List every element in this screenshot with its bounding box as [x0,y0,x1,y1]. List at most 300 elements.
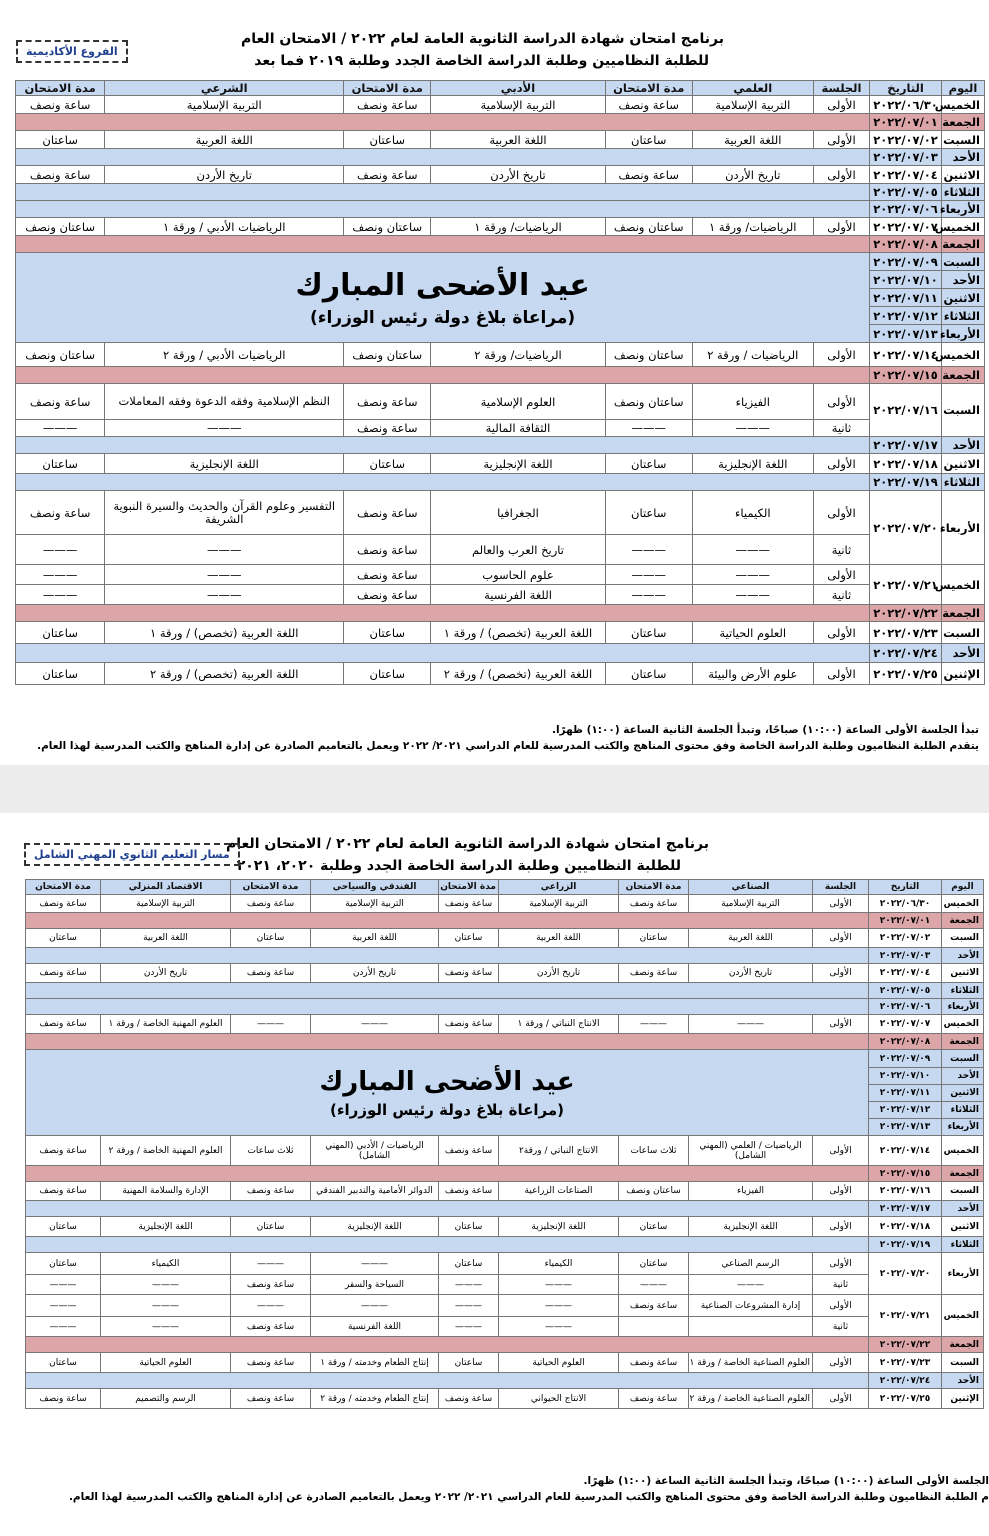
table-row [16,474,985,491]
header-duration: مدة الامتحان [16,81,105,96]
subject-cell: اللغة العربية [101,929,231,948]
table-row [26,1201,984,1217]
header-day: اليوم [941,81,984,96]
duration-cell: ساعة ونصف [231,1389,311,1409]
table-row [26,1034,984,1050]
empty-cell: ——— [105,565,344,585]
empty-cell: ——— [101,1275,231,1295]
duration-cell: ساعتان [619,1253,689,1275]
duration-cell: ساعة ونصف [231,1353,311,1373]
header-sharia: الشرعي [105,81,344,96]
subject-cell: التربية الإسلامية [311,895,439,913]
subject-cell: اللغة العربية (تخصص) / ورقة ٢ [431,663,605,685]
duration-cell: ساعتان [605,454,692,474]
day-cell: الجمعة [942,913,984,929]
empty-cell [689,1317,813,1337]
subject-cell: اللغة العربية (تخصص) / ورقة ١ [431,622,605,644]
empty-cell: ——— [439,1317,499,1337]
subject-cell: تاريخ الأردن [101,964,231,983]
date-cell: ٢٠٢٢/٠٧/٠٥ [869,983,942,999]
day-cell: الأربعاء [942,1253,984,1295]
day-cell: الأحد [941,644,984,663]
session-cell: الأولى [813,384,869,420]
date-cell: ٢٠٢٢/٠٧/١٢ [869,1102,942,1119]
duration-cell: ساعة ونصف [26,1015,101,1034]
curriculum-note: م الطلبة النظاميون وطلبة الدراسة الخاصة وفق محتوى المناهج والكتب المدرسية للعام الدراسي ٢٠٢١/ ٢٠٢٢ ويعمل بالتعاميم الصادرة عن إدارة المناهج والكتب المدرسية لهذا العام. [68,1491,989,1503]
subject-cell: اللغة العربية [105,131,344,149]
header-session: الجلسة [813,880,869,895]
duration-cell: ساعة ونصف [26,1136,101,1166]
table-header-row [26,880,984,895]
empty-cell: ——— [605,565,692,585]
table-row [26,929,984,948]
session-cell: الأولى [813,1182,869,1201]
subject-cell: الانتاج النباتي / ورقة٢ [499,1136,619,1166]
day-cell: السبت [941,253,984,271]
day-cell: الإثنين [942,1389,984,1409]
session-cell: الأولى [813,663,869,685]
table-row [16,343,985,367]
date-cell: ٢٠٢٢/٠٧/١٢ [870,307,942,325]
duration-cell: ساعتان [344,454,431,474]
table-row [26,1317,984,1337]
duration-cell: ساعة ونصف [16,491,105,535]
day-cell: الثلاثاء [941,474,984,491]
day-cell: الثلاثاء [941,307,984,325]
empty-cell: ——— [16,420,105,437]
table-row [26,895,984,913]
date-cell: ٢٠٢٢/٠٧/٠١ [870,114,942,131]
duration-cell: ساعتان [26,1253,101,1275]
empty-cell: ——— [231,1015,311,1034]
empty-cell: ——— [16,565,105,585]
day-cell: الخميس [942,895,984,913]
duration-cell: ساعتان [231,1217,311,1237]
day-cell: الأحد [941,271,984,289]
subject-cell: التفسير وعلوم القرآن والحديث والسيرة النبوية الشريفة [105,491,344,535]
curriculum-note: يتقدم الطلبة النظاميون وطلبة الدراسة الخاصة وفق محتوى المناهج والكتب المدرسية للعام الدراسي ٢٠٢١/ ٢٠٢٢ ويعمل بالتعاميم الصادرة عن إدارة المناهج والكتب المدرسية لهذا العام. [37,740,979,752]
duration-cell: ساعة ونصف [619,964,689,983]
day-cell: الاثنين [941,166,984,184]
duration-cell: ساعتان ونصف [344,343,431,367]
subject-cell: التربية الإسلامية [101,895,231,913]
subject-cell: العلوم الحياتية [499,1353,619,1373]
day-cell: السبت [942,1050,984,1068]
duration-cell: ساعتان [605,131,692,149]
duration-cell: ساعتان [605,491,692,535]
table-row [16,622,985,644]
empty-cell: ——— [105,535,344,565]
empty-cell: ——— [16,585,105,605]
day-cell: الخميس [942,1295,984,1337]
duration-cell: ساعة ونصف [344,384,431,420]
empty-cell: ——— [101,1295,231,1317]
header-duration: مدة الامتحان [619,880,689,895]
date-cell: ٢٠٢٢/٠٧/٠٤ [870,166,942,184]
duration-cell: ساعة ونصف [439,1182,499,1201]
duration-cell: ساعة ونصف [344,96,431,114]
subject-cell: اللغة الإنجليزية [431,454,605,474]
duration-cell: ساعة ونصف [605,96,692,114]
date-cell: ٢٠٢٢/٠٧/١٤ [870,343,942,367]
duration-cell: ساعة ونصف [16,384,105,420]
date-cell: ٢٠٢٢/٠٦/٣٠ [869,895,942,913]
subject-cell: الثقافة المالية [431,420,605,437]
date-cell: ٢٠٢٢/٠٧/١٠ [870,271,942,289]
day-cell: الجمعة [942,1337,984,1353]
header-date: التاريخ [870,81,942,96]
date-cell: ٢٠٢٢/٠٧/١٠ [869,1068,942,1085]
table-row [16,420,985,437]
session-cell: الأولى [813,166,869,184]
table-row [26,948,984,964]
date-cell: ٢٠٢٢/٠٧/٢٣ [869,1353,942,1373]
subject-cell: إدارة المشروعات الصناعية [689,1295,813,1317]
date-cell: ٢٠٢٢/٠٦/٣٠ [870,96,942,114]
table-row [16,96,985,114]
session-time-note: تبدأ الجلسة الأولى الساعة (١٠:٠٠) صباحًا، وتبدأ الجلسة الثانية الساعة (١:٠٠) ظهرًا. [551,724,979,736]
subject-cell: اللغة الفرنسية [431,585,605,605]
date-cell: ٢٠٢٢/٠٧/٢١ [869,1295,942,1337]
empty-cell: ——— [231,1295,311,1317]
session-cell: الأولى [813,1253,869,1275]
subject-cell: العلوم المهنية الخاصة / ورقة ١ [101,1015,231,1034]
subject-cell: اللغة العربية [499,929,619,948]
day-cell: الخميس [942,1015,984,1034]
subject-cell: تاريخ الأردن [499,964,619,983]
empty-cell: ——— [26,1295,101,1317]
session-cell: ثانية [813,420,869,437]
empty-cell: ——— [605,585,692,605]
duration-cell: ساعة ونصف [619,895,689,913]
day-cell: الأربعاء [942,1119,984,1136]
date-cell: ٢٠٢٢/٠٧/٢١ [870,565,942,605]
empty-cell: ——— [605,535,692,565]
empty-cell: ——— [311,1295,439,1317]
duration-cell: ساعتان ونصف [16,218,105,236]
session-cell: الأولى [813,1136,869,1166]
date-cell: ٢٠٢٢/٠٧/٠٦ [869,999,942,1015]
subject-cell: اللغة العربية [689,929,813,948]
date-cell: ٢٠٢٢/٠٧/١٨ [869,1217,942,1237]
session-cell: الأولى [813,96,869,114]
duration-cell: ساعة ونصف [619,1295,689,1317]
date-cell: ٢٠٢٢/٠٧/١٩ [869,1237,942,1253]
date-cell: ٢٠٢٢/٠٧/٠٣ [869,948,942,964]
duration-cell: ساعتان [26,1217,101,1237]
date-cell: ٢٠٢٢/٠٧/٠٢ [869,929,942,948]
subject-cell: اللغة العربية (تخصص) / ورقة ٢ [105,663,344,685]
table-row [16,218,985,236]
table-row [26,1182,984,1201]
date-cell: ٢٠٢٢/٠٧/٠٢ [870,131,942,149]
table-row [16,644,985,663]
table-row [26,1389,984,1409]
day-cell: الأحد [941,149,984,166]
subject-cell: الانتاج النباتي / ورقة ١ [499,1015,619,1034]
date-cell: ٢٠٢٢/٠٧/٢٠ [870,491,942,565]
day-cell: الثلاثاء [942,983,984,999]
duration-cell: ساعة ونصف [439,1389,499,1409]
subject-cell: اللغة العربية [311,929,439,948]
table-row [16,253,985,271]
table-row [16,663,985,685]
subject-cell: اللغة الإنجليزية [311,1217,439,1237]
subject-cell: الإدارة والسلامة المهنية [101,1182,231,1201]
empty-cell: ——— [689,1275,813,1295]
subject-cell: التربية الإسلامية [689,895,813,913]
duration-cell: ساعتان [439,929,499,948]
table-row [16,535,985,565]
duration-cell: ساعة ونصف [26,964,101,983]
day-cell: الجمعة [941,114,984,131]
session-cell: الأولى [813,1295,869,1317]
date-cell: ٢٠٢٢/٠٧/١٧ [870,437,942,454]
subject-cell: الرياضيات / العلمي (المهني الشامل) [689,1136,813,1166]
day-cell: السبت [942,929,984,948]
table-row [16,454,985,474]
empty-cell: ——— [692,565,813,585]
empty-cell: ——— [311,1253,439,1275]
header-duration: مدة الامتحان [231,880,311,895]
day-cell: الإثنين [941,663,984,685]
session-cell: ثانية [813,1317,869,1337]
duration-cell: ساعتان [619,929,689,948]
table-row [26,1337,984,1353]
duration-cell: ساعتان [439,1253,499,1275]
academic-schedule-table [15,80,985,685]
table-row [16,491,985,535]
header-duration: مدة الامتحان [26,880,101,895]
duration-cell: ساعتان [605,622,692,644]
subject-cell: الفيزياء [689,1182,813,1201]
duration-cell: ساعتان [344,131,431,149]
date-cell: ٢٠٢٢/٠٧/٢٥ [870,663,942,685]
empty-cell: ——— [105,585,344,605]
duration-cell: ساعتان [344,622,431,644]
date-cell: ٢٠٢٢/٠٧/٠٨ [870,236,942,253]
subject-cell: تاريخ الأردن [105,166,344,184]
duration-cell: ساعتان [439,1353,499,1373]
header-literary: الأدبي [431,81,605,96]
date-cell: ٢٠٢٢/٠٧/٢٤ [870,644,942,663]
duration-cell: ساعة ونصف [231,964,311,983]
day-cell: الأحد [942,1201,984,1217]
date-cell: ٢٠٢٢/٠٧/٠٣ [870,149,942,166]
table-row [16,585,985,605]
day-cell: الأحد [942,1373,984,1389]
duration-cell: ثلاث ساعات [231,1136,311,1166]
day-cell: الخميس [941,565,984,605]
date-cell: ٢٠٢٢/٠٧/٢٤ [869,1373,942,1389]
day-cell: الثلاثاء [941,184,984,201]
duration-cell: ساعتان ونصف [344,218,431,236]
empty-cell: ——— [231,1253,311,1275]
table-row [26,964,984,983]
empty-cell: ——— [439,1275,499,1295]
session-time-note: الجلسة الأولى الساعة (١٠:٠٠) صباحًا، وتبدأ الجلسة الثانية الساعة (١:٠٠) ظهرًا. [583,1475,989,1487]
academic-subtitle: للطلبة النظاميين وطلبة الدراسة الخاصة الجدد وطلبة ٢٠١٩ فما بعد [254,53,709,69]
day-cell: الأحد [941,437,984,454]
empty-cell: ——— [26,1275,101,1295]
date-cell: ٢٠٢٢/٠٧/٢٣ [870,622,942,644]
subject-cell: العلوم الإسلامية [431,384,605,420]
session-cell: الأولى [813,218,869,236]
session-cell: الأولى [813,131,869,149]
duration-cell: ساعة ونصف [605,166,692,184]
duration-cell: ساعة ونصف [26,1182,101,1201]
duration-cell: ساعة ونصف [26,895,101,913]
date-cell: ٢٠٢٢/٠٧/٠٥ [870,184,942,201]
empty-cell: ——— [105,420,344,437]
empty-cell: ——— [16,535,105,565]
duration-cell: ساعتان [16,663,105,685]
duration-cell: ساعة ونصف [439,964,499,983]
academic-notes [37,722,979,754]
subject-cell: العلوم المهنية الخاصة / ورقة ٢ [101,1136,231,1166]
duration-cell: ساعة ونصف [344,585,431,605]
day-cell: الأربعاء [942,999,984,1015]
session-cell: الأولى [813,622,869,644]
subject-cell: الرياضيات الأدبي / ورقة ١ [105,218,344,236]
subject-cell: الرسم والتصميم [101,1389,231,1409]
day-cell: الخميس [941,343,984,367]
subject-cell: اللغة الإنجليزية [692,454,813,474]
table-row [16,149,985,166]
subject-cell: اللغة العربية (تخصص) / ورقة ١ [105,622,344,644]
duration-cell: ساعة ونصف [344,491,431,535]
table-row [26,1166,984,1182]
date-cell: ٢٠٢٢/٠٧/٢٢ [870,605,942,622]
empty-cell: ——— [499,1317,619,1337]
day-cell: الأحد [942,1068,984,1085]
table-row [16,437,985,454]
eid-title: عيد الأضحى المبارك [295,267,590,303]
table-row [16,166,985,184]
date-cell: ٢٠٢٢/٠٧/١٣ [870,325,942,343]
duration-cell: ثلاث ساعات [619,1136,689,1166]
duration-cell: ساعتان ونصف [605,384,692,420]
table-row [16,367,985,384]
session-cell: ثانية [813,1275,869,1295]
session-cell: الأولى [813,454,869,474]
subject-cell: اللغة الإنجليزية [499,1217,619,1237]
duration-cell: ساعة ونصف [344,565,431,585]
header-hotel-tourism: الفندقي والسياحي [311,880,439,895]
empty-cell: ——— [499,1295,619,1317]
date-cell: ٢٠٢٢/٠٧/٠٧ [870,218,942,236]
day-cell: السبت [941,131,984,149]
duration-cell: ساعتان ونصف [605,343,692,367]
eid-holiday-banner [26,1050,869,1136]
table-row [26,913,984,929]
table-row [26,1015,984,1034]
subject-cell: الدوائر الأمامية والتدبير الفندقي [311,1182,439,1201]
header-duration: مدة الامتحان [605,81,692,96]
empty-cell: ——— [692,420,813,437]
eid-note: (مراعاة بلاغ دولة رئيس الوزراء) [310,307,576,328]
session-cell: الأولى [813,1353,869,1373]
subject-cell: تاريخ الأردن [689,964,813,983]
duration-cell: ساعة ونصف [619,1353,689,1373]
header-agricultural: الزراعي [499,880,619,895]
academic-schedule-sheet [0,0,989,765]
day-cell: الجمعة [941,367,984,384]
date-cell: ٢٠٢٢/٠٧/١٧ [869,1201,942,1217]
duration-cell: ساعة ونصف [231,895,311,913]
subject-cell: الكيمياء [692,491,813,535]
duration-cell: ساعتان [439,1217,499,1237]
duration-cell: ساعتان [16,454,105,474]
day-cell: الثلاثاء [942,1237,984,1253]
subject-cell: الجغرافيا [431,491,605,535]
session-cell: الأولى [813,343,869,367]
duration-cell: ساعتان ونصف [619,1182,689,1201]
table-row [26,1050,984,1068]
table-row [16,605,985,622]
empty-cell: ——— [692,535,813,565]
subject-cell: إنتاج الطعام وخدمته / ورقة ١ [311,1353,439,1373]
date-cell: ٢٠٢٢/٠٧/١٥ [869,1166,942,1182]
session-cell: الأولى [813,964,869,983]
day-cell: الجمعة [942,1034,984,1050]
day-cell: السبت [942,1353,984,1373]
duration-cell: ساعة ونصف [231,1275,311,1295]
subject-cell: الفيزياء [692,384,813,420]
subject-cell: تاريخ الأردن [692,166,813,184]
academic-branch-tag: الفروع الأكاديمية [16,40,128,63]
date-cell: ٢٠٢٢/٠٧/٠٤ [869,964,942,983]
day-cell: الأربعاء [941,325,984,343]
day-cell: الثلاثاء [942,1102,984,1119]
duration-cell: ساعة ونصف [344,420,431,437]
academic-title: برنامج امتحان شهادة الدراسة الثانوية العامة لعام ٢٠٢٢ / الامتحان العام [241,31,724,47]
table-row [26,1353,984,1373]
date-cell: ٢٠٢٢/٠٧/٠٦ [870,201,942,218]
eid-title: عيد الأضحى المبارك [319,1066,575,1097]
subject-cell: التربية الإسلامية [431,96,605,114]
subject-cell: الرياضيات / الأدبي (المهني الشامل) [311,1136,439,1166]
day-cell: السبت [941,622,984,644]
day-cell: الخميس [942,1136,984,1166]
day-cell: الخميس [941,96,984,114]
session-cell: الأولى [813,1217,869,1237]
subject-cell: اللغة الإنجليزية [689,1217,813,1237]
day-cell: السبت [942,1182,984,1201]
day-cell: الأربعاء [941,201,984,218]
day-cell: الاثنين [942,964,984,983]
empty-cell: ——— [689,1015,813,1034]
eid-note: (مراعاة بلاغ دولة رئيس الوزراء) [330,1100,564,1119]
subject-cell: اللغة العربية [431,131,605,149]
day-cell: السبت [941,384,984,437]
table-row [26,999,984,1015]
subject-cell: النظم الإسلامية وفقه الدعوة وفقه المعاملات [105,384,344,420]
subject-cell: اللغة الفرنسية [311,1317,439,1337]
vocational-subtitle: للطلبة النظاميين وطلبة الدراسة الخاصة الجدد وطلبة ٢٠٢٠، ٢٠٢١ [236,858,681,874]
header-duration: مدة الامتحان [439,880,499,895]
session-cell: الأولى [813,565,869,585]
duration-cell: ساعتان [605,663,692,685]
subject-cell: الرياضيات/ ورقة ١ [431,218,605,236]
date-cell: ٢٠٢٢/٠٧/٠١ [869,913,942,929]
subject-cell: الرياضيات / ورقة ٢ [692,343,813,367]
subject-cell: الرياضيات/ ورقة ١ [692,218,813,236]
subject-cell: الكيمياء [101,1253,231,1275]
empty-cell: ——— [439,1295,499,1317]
subject-cell: العلوم الحياتية [692,622,813,644]
duration-cell: ساعتان ونصف [16,343,105,367]
